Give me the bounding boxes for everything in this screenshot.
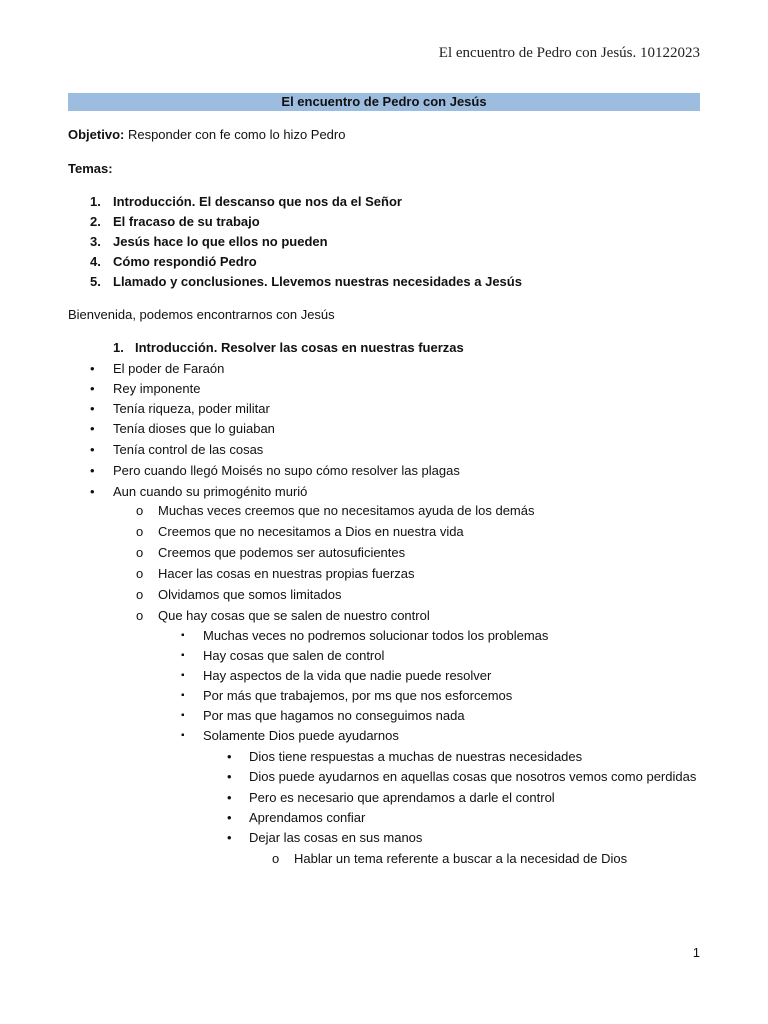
objective-line <box>68 127 345 143</box>
topic-number: 1. <box>90 194 101 209</box>
list-item: Hay aspectos de la vida que nadie puede resolver <box>203 668 492 683</box>
list-item: Dejar las cosas en sus manos <box>249 830 423 845</box>
section-title: Introducción. Resolver las cosas en nuestras fuerzas <box>135 340 464 355</box>
square-bullet-icon: ▪ <box>181 650 185 661</box>
list-item: Hablar un tema referente a buscar a la necesidad de Dios <box>294 851 628 866</box>
topic-number: 3. <box>90 234 101 249</box>
disc-bullet-icon: • <box>227 790 232 805</box>
disc-bullet-icon: • <box>227 749 232 764</box>
running-header: El encuentro de Pedro con Jesús. 10122023 <box>438 45 700 61</box>
square-bullet-icon: ▪ <box>181 730 185 741</box>
list-item: Aun cuando su primogénito murió <box>113 484 308 499</box>
topic-text: Llamado y conclusiones. Llevemos nuestras necesidades a Jesús <box>113 274 522 289</box>
section-number: 1. <box>113 340 124 355</box>
topic-text: El fracaso de su trabajo <box>113 214 260 229</box>
topic-text: Introducción. El descanso que nos da el Señor <box>113 194 402 209</box>
topic-item <box>90 234 328 250</box>
square-bullet-icon: ▪ <box>181 710 185 721</box>
topic-item <box>90 194 402 210</box>
topic-text: Jesús hace lo que ellos no pueden <box>113 234 328 249</box>
topics-label: Temas: <box>68 161 113 176</box>
circle-bullet-icon: o <box>136 524 144 539</box>
list-item: Olvidamos que somos limitados <box>158 587 342 602</box>
list-item: Creemos que podemos ser autosuficientes <box>158 545 406 560</box>
disc-bullet-icon: • <box>90 421 95 436</box>
circle-bullet-icon: o <box>272 851 280 866</box>
square-bullet-icon: ▪ <box>181 670 185 681</box>
disc-bullet-icon: • <box>90 442 95 457</box>
list-item: Hacer las cosas en nuestras propias fuerzas <box>158 566 415 581</box>
square-bullet-icon: ▪ <box>181 690 185 701</box>
disc-bullet-icon: • <box>90 401 95 416</box>
section-heading <box>113 340 464 356</box>
list-item: Creemos que no necesitamos a Dios en nuestra vida <box>158 524 464 539</box>
list-item: Hay cosas que salen de control <box>203 648 385 663</box>
topic-item <box>90 214 260 230</box>
disc-bullet-icon: • <box>90 463 95 478</box>
square-bullet-icon: ▪ <box>181 630 185 641</box>
disc-bullet-icon: • <box>90 484 95 499</box>
circle-bullet-icon: o <box>136 566 144 581</box>
list-item: Que hay cosas que se salen de nuestro control <box>158 608 430 623</box>
welcome-text: Bienvenida, podemos encontrarnos con Jesús <box>68 307 335 322</box>
objective-text: Responder con fe como lo hizo Pedro <box>124 127 346 142</box>
list-item: Dios puede ayudarnos en aquellas cosas que nosotros vemos como perdidas <box>249 769 697 784</box>
topic-number: 2. <box>90 214 101 229</box>
list-item: Tenía riqueza, poder militar <box>113 401 270 416</box>
list-item: Tenía control de las cosas <box>113 442 264 457</box>
circle-bullet-icon: o <box>136 545 144 560</box>
topic-number: 5. <box>90 274 101 289</box>
list-item: Muchas veces creemos que no necesitamos ayuda de los demás <box>158 503 535 518</box>
document-title: El encuentro de Pedro con Jesús <box>68 93 700 111</box>
disc-bullet-icon: • <box>90 361 95 376</box>
topic-item <box>90 254 257 270</box>
topic-item <box>90 274 522 290</box>
list-item: Por más que trabajemos, por ms que nos esforcemos <box>203 688 513 703</box>
disc-bullet-icon: • <box>227 830 232 845</box>
circle-bullet-icon: o <box>136 608 144 623</box>
circle-bullet-icon: o <box>136 503 144 518</box>
page-number: 1 <box>692 945 700 960</box>
list-item: Muchas veces no podremos solucionar todos los problemas <box>203 628 549 643</box>
list-item: El poder de Faraón <box>113 361 225 376</box>
disc-bullet-icon: • <box>227 769 232 784</box>
circle-bullet-icon: o <box>136 587 144 602</box>
list-item: Pero cuando llegó Moisés no supo cómo resolver las plagas <box>113 463 460 478</box>
list-item: Aprendamos confiar <box>249 810 366 825</box>
topic-number: 4. <box>90 254 101 269</box>
list-item: Dios tiene respuestas a muchas de nuestras necesidades <box>249 749 583 764</box>
disc-bullet-icon: • <box>227 810 232 825</box>
topic-text: Cómo respondió Pedro <box>113 254 257 269</box>
list-item: Rey imponente <box>113 381 201 396</box>
list-item: Pero es necesario que aprendamos a darle el control <box>249 790 555 805</box>
list-item: Solamente Dios puede ayudarnos <box>203 728 399 743</box>
list-item: Por mas que hagamos no conseguimos nada <box>203 708 465 723</box>
objective-label: Objetivo: <box>68 127 125 142</box>
list-item: Tenía dioses que lo guiaban <box>113 421 275 436</box>
disc-bullet-icon: • <box>90 381 95 396</box>
